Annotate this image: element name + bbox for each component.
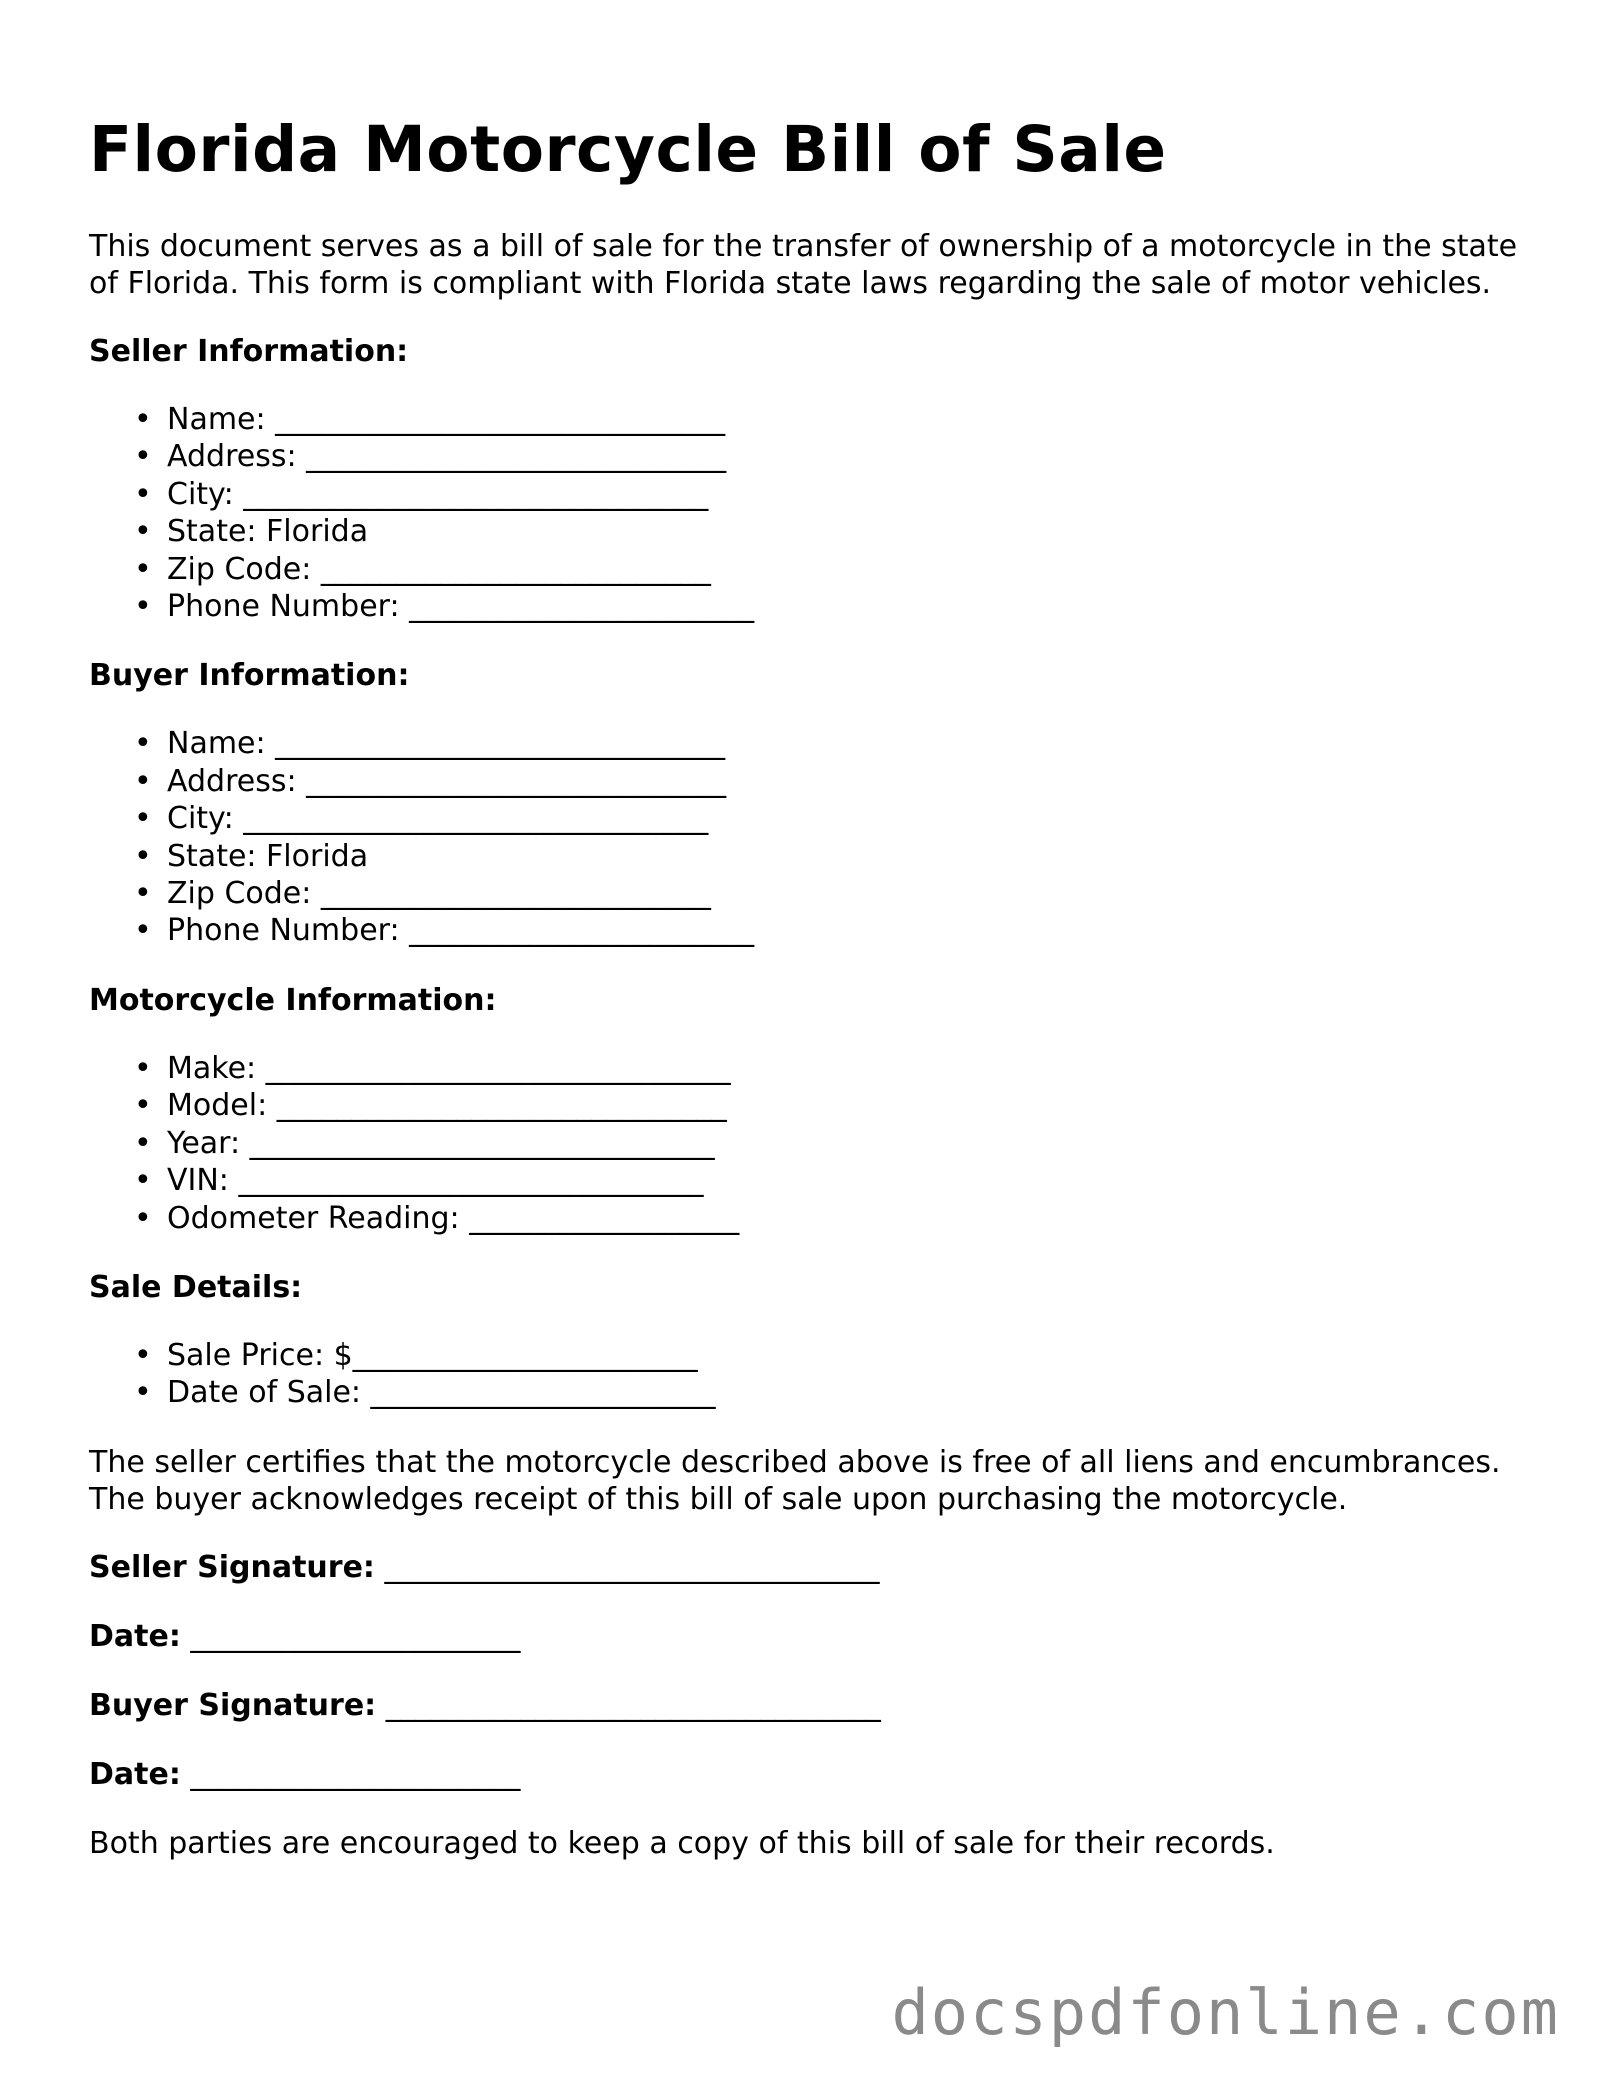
page-title: Florida Motorcycle Bill of Sale bbox=[89, 113, 1167, 186]
bullet-icon: • bbox=[134, 1163, 152, 1199]
seller-date-blank: ______________________ bbox=[180, 1618, 521, 1654]
list-item bbox=[89, 401, 1529, 438]
bullet-icon: • bbox=[134, 476, 152, 512]
list-item bbox=[89, 838, 1529, 875]
motorcycle-section-heading: Motorcycle Information: bbox=[89, 982, 497, 1018]
buyer-date-label: Date: bbox=[89, 1756, 181, 1792]
sale-field-list bbox=[89, 1337, 1529, 1412]
seller-field-list bbox=[89, 401, 1529, 625]
bullet-icon: • bbox=[134, 876, 152, 912]
document-page bbox=[89, 110, 1529, 1862]
list-item bbox=[89, 1050, 1529, 1087]
list-item bbox=[89, 588, 1529, 625]
buyer-signature-blank: _________________________________ bbox=[376, 1687, 881, 1723]
buyer-zip-field: Zip Code: __________________________ bbox=[167, 876, 711, 912]
motorcycle-model-field: Model: ______________________________ bbox=[167, 1088, 727, 1124]
buyer-signature-label: Buyer Signature: bbox=[89, 1687, 377, 1723]
bullet-icon: • bbox=[134, 1375, 152, 1411]
list-item bbox=[89, 1125, 1529, 1162]
list-item bbox=[89, 513, 1529, 550]
motorcycle-year-field: Year: _______________________________ bbox=[167, 1125, 715, 1161]
bullet-icon: • bbox=[134, 1088, 152, 1124]
buyer-state-field: State: Florida bbox=[167, 838, 369, 874]
list-item bbox=[89, 875, 1529, 912]
bullet-icon: • bbox=[134, 439, 152, 475]
motorcycle-odometer-field: Odometer Reading: __________________ bbox=[167, 1200, 740, 1236]
intro-paragraph: This document serves as a bill of sale for the transfer of ownership of a motorcycle in the state of Florida. This form is compliant with Florida state laws regarding the sale of motor vehicles. bbox=[89, 229, 1518, 301]
bullet-icon: • bbox=[134, 514, 152, 550]
list-item bbox=[89, 1200, 1529, 1237]
motorcycle-make-field: Make: _______________________________ bbox=[167, 1050, 731, 1086]
seller-signature-blank: _________________________________ bbox=[374, 1549, 880, 1585]
buyer-field-list bbox=[89, 725, 1529, 949]
list-item bbox=[89, 476, 1529, 513]
list-item bbox=[89, 912, 1529, 949]
bullet-icon: • bbox=[134, 913, 152, 949]
list-item bbox=[89, 763, 1529, 800]
list-item bbox=[89, 725, 1529, 762]
bullet-icon: • bbox=[134, 551, 152, 587]
buyer-name-field: Name: ______________________________ bbox=[167, 726, 726, 762]
buyer-date-blank: ______________________ bbox=[180, 1756, 521, 1792]
sale-date-field: Date of Sale: _______________________ bbox=[167, 1375, 716, 1411]
buyer-signature-line bbox=[89, 1687, 1529, 1724]
list-item bbox=[89, 1374, 1529, 1411]
bullet-icon: • bbox=[134, 763, 152, 799]
bullet-icon: • bbox=[134, 1125, 152, 1161]
seller-state-field: State: Florida bbox=[167, 514, 369, 550]
bullet-icon: • bbox=[134, 1337, 152, 1373]
list-item bbox=[89, 438, 1529, 475]
closing-note: Both parties are encouraged to keep a copy of this bill of sale for their records. bbox=[89, 1825, 1275, 1861]
buyer-section-heading: Buyer Information: bbox=[89, 658, 410, 694]
seller-zip-field: Zip Code: __________________________ bbox=[167, 551, 711, 587]
seller-date-label: Date: bbox=[89, 1618, 181, 1654]
list-item bbox=[89, 800, 1529, 837]
buyer-address-field: Address: ____________________________ bbox=[167, 763, 727, 799]
seller-name-field: Name: ______________________________ bbox=[167, 402, 726, 437]
motorcycle-vin-field: VIN: _______________________________ bbox=[167, 1163, 704, 1199]
seller-address-field: Address: ____________________________ bbox=[167, 439, 727, 475]
list-item bbox=[89, 551, 1529, 588]
motorcycle-field-list bbox=[89, 1050, 1529, 1237]
seller-section-heading: Seller Information: bbox=[89, 334, 409, 369]
buyer-city-field: City: _______________________________ bbox=[167, 801, 709, 837]
list-item bbox=[89, 1162, 1529, 1199]
sale-price-field: Sale Price: $_______________________ bbox=[167, 1337, 698, 1373]
bullet-icon: • bbox=[134, 838, 152, 874]
bullet-icon: • bbox=[134, 402, 152, 437]
seller-phone-field: Phone Number: _______________________ bbox=[167, 589, 755, 625]
list-item bbox=[89, 1087, 1529, 1124]
watermark-text: docspdfonline.com bbox=[891, 1976, 1560, 2049]
bullet-icon: • bbox=[134, 726, 152, 762]
seller-signature-label: Seller Signature: bbox=[89, 1549, 375, 1585]
buyer-phone-field: Phone Number: _______________________ bbox=[167, 913, 755, 949]
sale-section-heading: Sale Details: bbox=[89, 1269, 303, 1305]
seller-signature-line bbox=[89, 1549, 1529, 1586]
list-item bbox=[89, 1337, 1529, 1374]
certification-paragraph: The seller certifies that the motorcycle described above is free of all liens and encumbrances. The buyer acknowledges receipt of this bill of sale upon purchasing the motorcycle. bbox=[89, 1444, 1501, 1517]
bullet-icon: • bbox=[134, 1200, 152, 1236]
buyer-date-line bbox=[89, 1756, 1529, 1793]
bullet-icon: • bbox=[134, 1050, 152, 1086]
bullet-icon: • bbox=[134, 589, 152, 625]
bullet-icon: • bbox=[134, 801, 152, 837]
seller-city-field: City: _______________________________ bbox=[167, 476, 709, 512]
seller-date-line bbox=[89, 1618, 1529, 1655]
